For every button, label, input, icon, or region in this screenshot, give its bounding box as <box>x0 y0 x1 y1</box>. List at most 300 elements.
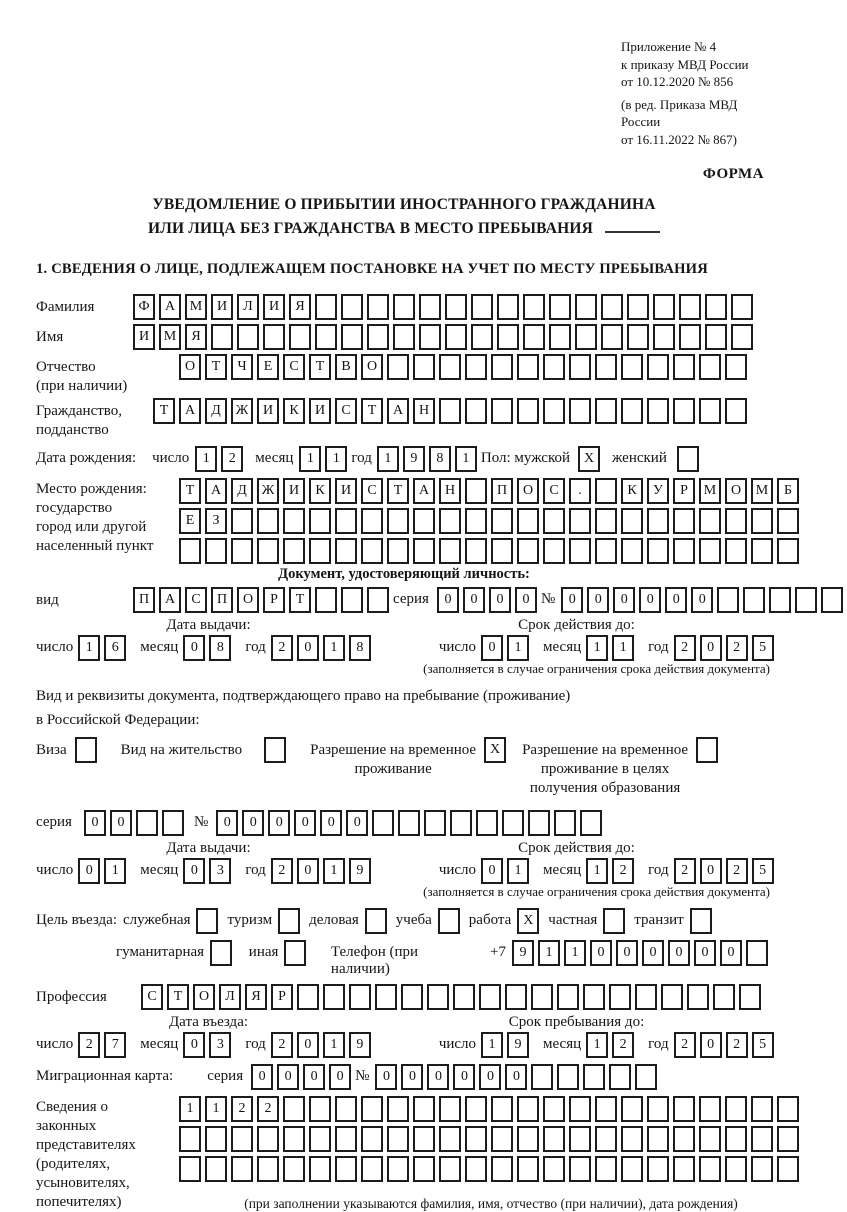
char-cell[interactable] <box>361 1096 383 1122</box>
char-cell[interactable]: О <box>237 587 259 613</box>
char-cell[interactable] <box>387 508 409 534</box>
char-cell[interactable]: С <box>283 354 305 380</box>
char-cell[interactable] <box>725 538 747 564</box>
char-cell[interactable]: Т <box>167 984 189 1010</box>
char-cell[interactable] <box>557 984 579 1010</box>
char-cell[interactable] <box>621 1096 643 1122</box>
char-cell[interactable] <box>439 508 461 534</box>
char-cell[interactable]: Н <box>439 478 461 504</box>
char-cell[interactable]: Л <box>237 294 259 320</box>
char-cell[interactable] <box>491 354 513 380</box>
char-cell[interactable] <box>465 538 487 564</box>
sex-male-checkbox[interactable]: X <box>578 446 600 472</box>
char-cell[interactable]: О <box>361 354 383 380</box>
char-cell[interactable] <box>257 1126 279 1152</box>
char-cell[interactable] <box>777 1156 799 1182</box>
char-cell[interactable] <box>439 1096 461 1122</box>
char-cell[interactable]: 3 <box>209 858 231 884</box>
char-cell[interactable]: Е <box>179 508 201 534</box>
char-cell[interactable] <box>439 1156 461 1182</box>
char-cell[interactable] <box>335 538 357 564</box>
char-cell[interactable] <box>751 1126 773 1152</box>
char-cell[interactable]: Т <box>153 398 175 424</box>
char-cell[interactable]: И <box>283 478 305 504</box>
char-cell[interactable] <box>465 1156 487 1182</box>
char-cell[interactable]: 1 <box>586 1032 608 1058</box>
char-cell[interactable] <box>335 1126 357 1152</box>
char-cell[interactable]: 0 <box>251 1064 273 1090</box>
char-cell[interactable]: 0 <box>183 858 205 884</box>
char-cell[interactable] <box>465 398 487 424</box>
char-cell[interactable]: Н <box>413 398 435 424</box>
char-cell[interactable] <box>751 1156 773 1182</box>
char-cell[interactable] <box>367 294 389 320</box>
char-cell[interactable]: 8 <box>349 635 371 661</box>
char-cell[interactable]: Я <box>289 294 311 320</box>
char-cell[interactable]: 3 <box>209 1032 231 1058</box>
char-cell[interactable]: 5 <box>752 635 774 661</box>
char-cell[interactable] <box>705 324 727 350</box>
char-cell[interactable] <box>717 587 739 613</box>
char-cell[interactable] <box>609 1064 631 1090</box>
char-cell[interactable]: А <box>205 478 227 504</box>
char-cell[interactable]: 1 <box>325 446 347 472</box>
char-cell[interactable] <box>647 538 669 564</box>
char-cell[interactable] <box>725 1096 747 1122</box>
char-cell[interactable] <box>557 1064 579 1090</box>
char-cell[interactable]: 9 <box>349 858 371 884</box>
char-cell[interactable]: О <box>193 984 215 1010</box>
char-cell[interactable] <box>309 1096 331 1122</box>
char-cell[interactable]: 2 <box>271 1032 293 1058</box>
char-cell[interactable]: 0 <box>297 635 319 661</box>
char-cell[interactable]: 1 <box>299 446 321 472</box>
char-cell[interactable] <box>367 324 389 350</box>
char-cell[interactable] <box>237 324 259 350</box>
char-cell[interactable]: 0 <box>216 810 238 836</box>
char-cell[interactable]: Р <box>673 478 695 504</box>
purpose-official-checkbox[interactable] <box>196 908 218 934</box>
char-cell[interactable] <box>673 1156 695 1182</box>
char-cell[interactable] <box>439 398 461 424</box>
char-cell[interactable] <box>725 1156 747 1182</box>
char-cell[interactable] <box>523 324 545 350</box>
temp-residence-checkbox[interactable]: X <box>484 737 506 763</box>
char-cell[interactable]: Я <box>185 324 207 350</box>
char-cell[interactable]: 0 <box>700 858 722 884</box>
char-cell[interactable] <box>601 324 623 350</box>
char-cell[interactable] <box>491 538 513 564</box>
char-cell[interactable] <box>465 478 487 504</box>
char-cell[interactable] <box>699 354 721 380</box>
char-cell[interactable] <box>231 508 253 534</box>
char-cell[interactable] <box>777 1126 799 1152</box>
char-cell[interactable] <box>367 587 389 613</box>
char-cell[interactable] <box>309 1156 331 1182</box>
char-cell[interactable]: 0 <box>346 810 368 836</box>
char-cell[interactable] <box>387 354 409 380</box>
char-cell[interactable]: А <box>159 587 181 613</box>
char-cell[interactable]: 0 <box>642 940 664 966</box>
char-cell[interactable]: 1 <box>323 635 345 661</box>
char-cell[interactable] <box>543 398 565 424</box>
char-cell[interactable] <box>413 538 435 564</box>
char-cell[interactable] <box>673 1096 695 1122</box>
char-cell[interactable] <box>517 1096 539 1122</box>
temp-residence-edu-checkbox[interactable] <box>696 737 718 763</box>
char-cell[interactable]: И <box>309 398 331 424</box>
char-cell[interactable] <box>699 1156 721 1182</box>
char-cell[interactable] <box>491 1096 513 1122</box>
char-cell[interactable]: Т <box>205 354 227 380</box>
char-cell[interactable]: 5 <box>752 858 774 884</box>
char-cell[interactable] <box>231 538 253 564</box>
char-cell[interactable] <box>595 398 617 424</box>
char-cell[interactable]: И <box>335 478 357 504</box>
char-cell[interactable]: 0 <box>183 635 205 661</box>
char-cell[interactable] <box>505 984 527 1010</box>
char-cell[interactable]: 1 <box>455 446 477 472</box>
char-cell[interactable] <box>517 1156 539 1182</box>
char-cell[interactable]: 0 <box>691 587 713 613</box>
char-cell[interactable] <box>627 294 649 320</box>
char-cell[interactable]: И <box>211 294 233 320</box>
char-cell[interactable] <box>595 1126 617 1152</box>
char-cell[interactable]: 2 <box>674 1032 696 1058</box>
char-cell[interactable] <box>393 324 415 350</box>
char-cell[interactable] <box>387 1126 409 1152</box>
char-cell[interactable] <box>687 984 709 1010</box>
char-cell[interactable] <box>445 294 467 320</box>
char-cell[interactable]: 1 <box>205 1096 227 1122</box>
purpose-business-checkbox[interactable] <box>365 908 387 934</box>
char-cell[interactable] <box>751 538 773 564</box>
char-cell[interactable]: О <box>725 478 747 504</box>
char-cell[interactable] <box>543 1126 565 1152</box>
char-cell[interactable] <box>413 1096 435 1122</box>
char-cell[interactable]: 8 <box>429 446 451 472</box>
char-cell[interactable] <box>595 478 617 504</box>
char-cell[interactable] <box>543 1096 565 1122</box>
char-cell[interactable]: С <box>141 984 163 1010</box>
char-cell[interactable] <box>523 294 545 320</box>
char-cell[interactable] <box>595 1156 617 1182</box>
char-cell[interactable]: 0 <box>78 858 100 884</box>
char-cell[interactable] <box>471 294 493 320</box>
char-cell[interactable] <box>569 398 591 424</box>
char-cell[interactable]: 1 <box>564 940 586 966</box>
char-cell[interactable]: 0 <box>320 810 342 836</box>
char-cell[interactable]: О <box>179 354 201 380</box>
char-cell[interactable] <box>699 538 721 564</box>
char-cell[interactable]: 7 <box>104 1032 126 1058</box>
char-cell[interactable] <box>621 398 643 424</box>
char-cell[interactable]: 2 <box>674 858 696 884</box>
char-cell[interactable] <box>309 1126 331 1152</box>
char-cell[interactable]: 0 <box>277 1064 299 1090</box>
char-cell[interactable]: 0 <box>515 587 537 613</box>
char-cell[interactable]: З <box>205 508 227 534</box>
char-cell[interactable]: 1 <box>377 446 399 472</box>
char-cell[interactable]: Т <box>361 398 383 424</box>
char-cell[interactable]: Я <box>245 984 267 1010</box>
char-cell[interactable] <box>401 984 423 1010</box>
char-cell[interactable] <box>595 538 617 564</box>
char-cell[interactable]: К <box>621 478 643 504</box>
char-cell[interactable] <box>751 508 773 534</box>
char-cell[interactable] <box>341 324 363 350</box>
char-cell[interactable]: Б <box>777 478 799 504</box>
char-cell[interactable] <box>595 1096 617 1122</box>
char-cell[interactable] <box>699 398 721 424</box>
char-cell[interactable] <box>517 538 539 564</box>
char-cell[interactable] <box>439 538 461 564</box>
char-cell[interactable]: 0 <box>665 587 687 613</box>
char-cell[interactable]: Д <box>205 398 227 424</box>
char-cell[interactable]: 0 <box>694 940 716 966</box>
char-cell[interactable] <box>413 1156 435 1182</box>
char-cell[interactable] <box>497 324 519 350</box>
char-cell[interactable]: У <box>647 478 669 504</box>
char-cell[interactable] <box>575 324 597 350</box>
char-cell[interactable] <box>257 508 279 534</box>
char-cell[interactable] <box>653 324 675 350</box>
purpose-work-checkbox[interactable]: X <box>517 908 539 934</box>
char-cell[interactable] <box>731 324 753 350</box>
char-cell[interactable] <box>231 1126 253 1152</box>
char-cell[interactable] <box>531 1064 553 1090</box>
char-cell[interactable]: 1 <box>612 635 634 661</box>
char-cell[interactable]: 6 <box>104 635 126 661</box>
char-cell[interactable]: 2 <box>271 635 293 661</box>
char-cell[interactable]: О <box>517 478 539 504</box>
char-cell[interactable] <box>479 984 501 1010</box>
char-cell[interactable]: 0 <box>700 1032 722 1058</box>
char-cell[interactable] <box>635 1064 657 1090</box>
char-cell[interactable] <box>439 1126 461 1152</box>
char-cell[interactable]: 0 <box>613 587 635 613</box>
char-cell[interactable] <box>341 294 363 320</box>
purpose-other-checkbox[interactable] <box>284 940 306 966</box>
char-cell[interactable]: И <box>257 398 279 424</box>
char-cell[interactable] <box>777 538 799 564</box>
char-cell[interactable] <box>387 1156 409 1182</box>
char-cell[interactable] <box>398 810 420 836</box>
char-cell[interactable] <box>627 324 649 350</box>
char-cell[interactable]: 0 <box>375 1064 397 1090</box>
char-cell[interactable]: 1 <box>104 858 126 884</box>
char-cell[interactable]: 1 <box>78 635 100 661</box>
char-cell[interactable] <box>725 1126 747 1152</box>
char-cell[interactable]: Ч <box>231 354 253 380</box>
char-cell[interactable] <box>413 508 435 534</box>
char-cell[interactable] <box>283 1096 305 1122</box>
char-cell[interactable]: 1 <box>507 635 529 661</box>
char-cell[interactable] <box>517 508 539 534</box>
char-cell[interactable] <box>673 508 695 534</box>
char-cell[interactable] <box>413 1126 435 1152</box>
char-cell[interactable]: 0 <box>505 1064 527 1090</box>
char-cell[interactable] <box>569 508 591 534</box>
char-cell[interactable]: Ф <box>133 294 155 320</box>
char-cell[interactable]: М <box>185 294 207 320</box>
char-cell[interactable] <box>361 1126 383 1152</box>
char-cell[interactable]: 1 <box>507 858 529 884</box>
char-cell[interactable] <box>673 1126 695 1152</box>
char-cell[interactable]: 0 <box>453 1064 475 1090</box>
char-cell[interactable] <box>621 508 643 534</box>
char-cell[interactable] <box>309 538 331 564</box>
char-cell[interactable] <box>413 354 435 380</box>
char-cell[interactable]: 1 <box>538 940 560 966</box>
char-cell[interactable]: Р <box>271 984 293 1010</box>
char-cell[interactable] <box>465 354 487 380</box>
char-cell[interactable]: А <box>387 398 409 424</box>
char-cell[interactable]: 0 <box>700 635 722 661</box>
char-cell[interactable] <box>179 1156 201 1182</box>
char-cell[interactable]: 0 <box>401 1064 423 1090</box>
char-cell[interactable]: 0 <box>479 1064 501 1090</box>
char-cell[interactable] <box>476 810 498 836</box>
char-cell[interactable] <box>739 984 761 1010</box>
char-cell[interactable]: 0 <box>268 810 290 836</box>
char-cell[interactable] <box>609 984 631 1010</box>
char-cell[interactable] <box>465 508 487 534</box>
char-cell[interactable] <box>647 1096 669 1122</box>
char-cell[interactable]: С <box>361 478 383 504</box>
char-cell[interactable]: К <box>283 398 305 424</box>
char-cell[interactable]: 0 <box>110 810 132 836</box>
char-cell[interactable] <box>257 1156 279 1182</box>
char-cell[interactable] <box>699 508 721 534</box>
char-cell[interactable] <box>419 324 441 350</box>
char-cell[interactable]: 0 <box>561 587 583 613</box>
char-cell[interactable]: 0 <box>294 810 316 836</box>
char-cell[interactable] <box>647 508 669 534</box>
char-cell[interactable] <box>635 984 657 1010</box>
char-cell[interactable]: 0 <box>481 635 503 661</box>
char-cell[interactable] <box>777 508 799 534</box>
char-cell[interactable] <box>309 508 331 534</box>
char-cell[interactable]: 2 <box>726 1032 748 1058</box>
purpose-humanitarian-checkbox[interactable] <box>210 940 232 966</box>
purpose-tourism-checkbox[interactable] <box>278 908 300 934</box>
char-cell[interactable]: 2 <box>231 1096 253 1122</box>
char-cell[interactable] <box>743 587 765 613</box>
char-cell[interactable] <box>725 508 747 534</box>
char-cell[interactable]: 1 <box>586 635 608 661</box>
char-cell[interactable] <box>205 1156 227 1182</box>
char-cell[interactable] <box>569 1126 591 1152</box>
char-cell[interactable] <box>647 398 669 424</box>
char-cell[interactable] <box>595 354 617 380</box>
char-cell[interactable]: 2 <box>257 1096 279 1122</box>
char-cell[interactable] <box>673 538 695 564</box>
char-cell[interactable] <box>746 940 768 966</box>
char-cell[interactable] <box>491 1156 513 1182</box>
char-cell[interactable] <box>531 984 553 1010</box>
char-cell[interactable]: 2 <box>78 1032 100 1058</box>
char-cell[interactable] <box>569 1096 591 1122</box>
char-cell[interactable] <box>361 538 383 564</box>
char-cell[interactable] <box>679 294 701 320</box>
char-cell[interactable]: 0 <box>437 587 459 613</box>
char-cell[interactable] <box>349 984 371 1010</box>
char-cell[interactable] <box>136 810 158 836</box>
char-cell[interactable]: П <box>133 587 155 613</box>
char-cell[interactable] <box>705 294 727 320</box>
char-cell[interactable]: М <box>159 324 181 350</box>
char-cell[interactable] <box>387 1096 409 1122</box>
char-cell[interactable]: Р <box>263 587 285 613</box>
char-cell[interactable] <box>211 324 233 350</box>
char-cell[interactable]: 9 <box>403 446 425 472</box>
char-cell[interactable]: 0 <box>427 1064 449 1090</box>
char-cell[interactable] <box>699 1096 721 1122</box>
char-cell[interactable] <box>569 538 591 564</box>
char-cell[interactable] <box>315 324 337 350</box>
char-cell[interactable] <box>497 294 519 320</box>
char-cell[interactable] <box>621 1126 643 1152</box>
char-cell[interactable] <box>361 508 383 534</box>
char-cell[interactable] <box>595 508 617 534</box>
char-cell[interactable]: Ж <box>257 478 279 504</box>
char-cell[interactable] <box>445 324 467 350</box>
char-cell[interactable] <box>653 294 675 320</box>
char-cell[interactable]: М <box>699 478 721 504</box>
char-cell[interactable]: 0 <box>590 940 612 966</box>
char-cell[interactable]: С <box>335 398 357 424</box>
char-cell[interactable] <box>769 587 791 613</box>
char-cell[interactable] <box>543 538 565 564</box>
char-cell[interactable]: Т <box>387 478 409 504</box>
purpose-transit-checkbox[interactable] <box>690 908 712 934</box>
char-cell[interactable]: 0 <box>329 1064 351 1090</box>
char-cell[interactable] <box>731 294 753 320</box>
char-cell[interactable] <box>517 1126 539 1152</box>
char-cell[interactable] <box>283 538 305 564</box>
char-cell[interactable]: 0 <box>463 587 485 613</box>
char-cell[interactable] <box>517 398 539 424</box>
char-cell[interactable] <box>647 354 669 380</box>
char-cell[interactable] <box>647 1156 669 1182</box>
char-cell[interactable]: 0 <box>297 1032 319 1058</box>
char-cell[interactable]: Т <box>289 587 311 613</box>
char-cell[interactable]: 0 <box>668 940 690 966</box>
char-cell[interactable] <box>335 508 357 534</box>
char-cell[interactable] <box>205 538 227 564</box>
char-cell[interactable] <box>162 810 184 836</box>
char-cell[interactable]: 0 <box>489 587 511 613</box>
char-cell[interactable]: 0 <box>720 940 742 966</box>
char-cell[interactable] <box>699 1126 721 1152</box>
char-cell[interactable] <box>372 810 394 836</box>
char-cell[interactable] <box>283 1156 305 1182</box>
char-cell[interactable] <box>315 294 337 320</box>
char-cell[interactable]: 0 <box>242 810 264 836</box>
char-cell[interactable]: 2 <box>612 858 634 884</box>
visa-checkbox[interactable] <box>75 737 97 763</box>
char-cell[interactable]: 8 <box>209 635 231 661</box>
char-cell[interactable] <box>419 294 441 320</box>
char-cell[interactable] <box>427 984 449 1010</box>
char-cell[interactable]: 0 <box>84 810 106 836</box>
char-cell[interactable] <box>257 538 279 564</box>
purpose-private-checkbox[interactable] <box>603 908 625 934</box>
char-cell[interactable] <box>647 1126 669 1152</box>
char-cell[interactable] <box>375 984 397 1010</box>
char-cell[interactable] <box>297 984 319 1010</box>
